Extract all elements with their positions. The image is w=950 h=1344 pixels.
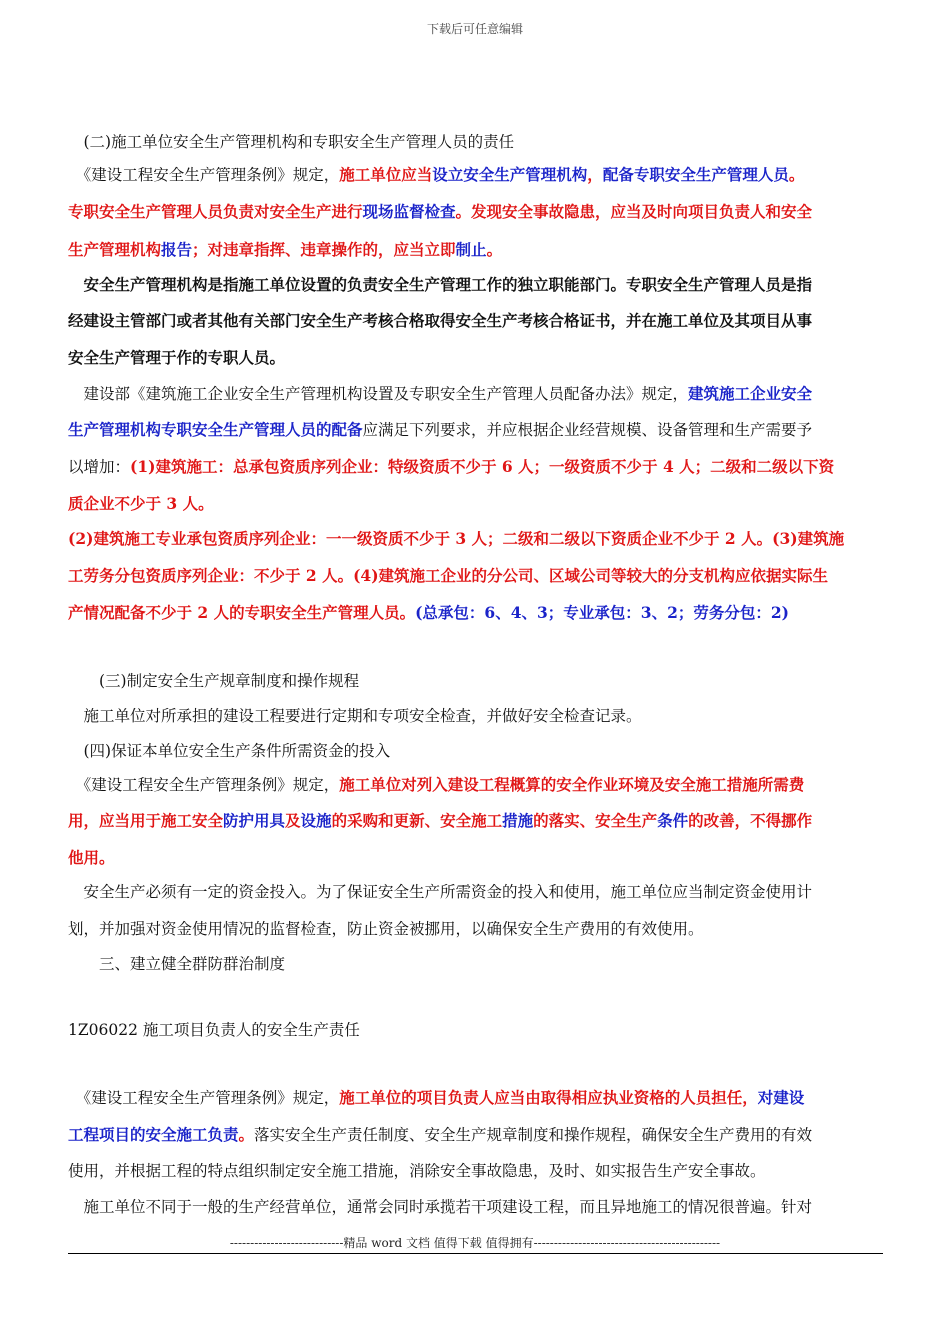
text-segment: (二)施工单位安全生产管理机构和专职安全生产管理人员的责任: [68, 133, 515, 151]
text-line: [68, 1161, 883, 1181]
text-segment: 划，并加强对资金使用情况的监督检查，防止资金被挪用，以确保安全生产费用的有效使用。: [68, 920, 704, 938]
text-segment: ；对违章指挥、违章操作的，应当立即: [192, 240, 456, 259]
text-line: [68, 240, 883, 260]
text-segment: 安全生产必须有一定的资金投入。为了保证安全生产所需资金的投入和使用，施工单位应当制定资金使用计: [68, 883, 813, 901]
text-segment: 落实安全生产责任制度、安全生产规章制度和操作规程，确保安全生产费用的有效: [254, 1126, 813, 1144]
text-segment: 措施: [502, 811, 534, 830]
text-segment: 产情况配备不少于 2 人的专职安全生产管理人员。: [68, 603, 416, 622]
text-line: [68, 494, 883, 514]
text-segment: (三)制定安全生产规章制度和操作规程: [68, 672, 360, 690]
text-segment: 工程项目的安全施工负责: [68, 1125, 239, 1144]
text-segment: 制止: [455, 240, 487, 259]
text-segment: 报告: [161, 240, 193, 259]
text-segment: (四)保证本单位安全生产条件所需资金的投入: [68, 742, 391, 760]
text-line: [68, 348, 883, 368]
text-line: [68, 566, 883, 586]
text-line: [68, 882, 883, 902]
text-segment: 生产管理机构: [68, 240, 162, 259]
page-footer: ----------------------------精品 word 文档 值得下载 值得拥有----------------------------------------------: [229, 1236, 721, 1250]
text-segment: 配备专职安全生产管理人员: [602, 165, 789, 184]
text-segment: 专职安全生产管理人员负责对安全生产进行: [68, 202, 363, 221]
text-segment: 以增加：: [68, 458, 131, 476]
text-line: [68, 529, 883, 549]
text-line: [68, 1125, 883, 1145]
text-segment: ，: [587, 165, 603, 184]
text-line: [68, 384, 883, 404]
text-segment: 的落实、安全生产: [533, 811, 658, 830]
text-segment: 防护用具: [223, 811, 286, 830]
text-segment: 安全生产管理机构是指施工单位设置的负责安全生产管理工作的独立职能部门。专职安全生产管理人员是指: [68, 275, 813, 294]
text-segment: 他用。: [68, 848, 115, 867]
text-segment: 。: [486, 240, 503, 259]
text-segment: (总承包：6、4、3；专业承包：3、2；劳务分包：2): [415, 603, 789, 622]
text-segment: 使用，并根据工程的特点组织制定安全施工措施，消除安全事故隐患，及时、如实报告生产安全事故。: [68, 1162, 766, 1180]
text-segment: 。: [788, 165, 805, 184]
text-segment: 经建设主管部门或者其他有关部门安全生产考核合格取得安全生产考核合格证书，并在施工单位及其项目从事: [68, 311, 813, 330]
text-line: [68, 811, 883, 831]
text-segment: 应满足下列要求，并应根据企业经营规模、设备管理和生产需要予: [362, 421, 813, 439]
text-line: [68, 311, 883, 331]
text-line: [68, 775, 883, 795]
text-segment: 及: [285, 811, 301, 830]
text-segment: 生产管理机构专职安全生产管理人员的配备: [68, 420, 363, 439]
text-line: [68, 202, 883, 222]
text-line: [68, 457, 883, 477]
text-segment: 建设部《建筑施工企业安全生产管理机构设置及专职安全生产管理人员配备办法》规定，: [68, 385, 689, 403]
page-header: 下载后可任意编辑: [426, 22, 523, 36]
text-segment: 条件: [657, 811, 689, 830]
text-line: [68, 603, 883, 623]
text-segment: 《建设工程安全生产管理条例》规定，: [68, 776, 340, 794]
text-segment: 设立安全生产管理机构: [432, 165, 588, 184]
text-segment: 《建设工程安全生产管理条例》规定，: [68, 166, 340, 184]
text-line: [68, 165, 883, 185]
text-line: [68, 848, 883, 868]
text-line: [68, 671, 883, 691]
text-segment: 安全生产管理于作的专职人员。: [68, 348, 286, 367]
text-segment: 的采购和更新、安全施工: [331, 811, 503, 830]
footer-rule: [68, 1253, 883, 1254]
text-segment: 工劳务分包资质序列企业：不少于 2 人。(4)建筑施工企业的分公司、区域公司等较大的分支机构应依据实际生: [68, 566, 829, 585]
text-segment: 的改善，不得挪作: [688, 811, 813, 830]
text-segment: 施工单位的项目负责人应当由取得相应执业资格的人员担任，: [339, 1088, 758, 1107]
text-segment: 现场监督检查: [362, 202, 456, 221]
text-segment: 质企业不少于 3 人。: [68, 494, 214, 513]
text-segment: 。发现安全事故隐患，应当及时向项目负责人和安全: [455, 202, 813, 221]
text-segment: 对建设: [757, 1088, 805, 1107]
text-segment: (1)建筑施工：总承包资质序列企业：特级资质不少于 6 人；一级资质不少于 4 人；二级和二级以下资: [130, 457, 835, 476]
text-line: [68, 1020, 883, 1040]
text-segment: 三、建立健全群防群治制度: [68, 955, 286, 973]
text-segment: 施工单位对列入建设工程概算的安全作业环境及安全施工措施所需费: [339, 775, 805, 794]
text-line: [68, 706, 883, 726]
text-segment: 用，应当用于施工安全: [68, 811, 224, 830]
text-line: [68, 1197, 883, 1217]
text-line: [68, 275, 883, 295]
text-segment: 建筑施工企业安全: [688, 384, 813, 403]
text-segment: 。: [238, 1125, 255, 1144]
text-segment: (2)建筑施工专业承包资质序列企业：一一级资质不少于 3 人；二级和二级以下资质企业不少于 2 人。(3)建筑施: [68, 529, 845, 548]
text-line: [68, 420, 883, 440]
text-line: [68, 919, 883, 939]
text-line: [68, 132, 883, 152]
text-segment: 设施: [300, 811, 332, 830]
text-line: [68, 954, 883, 974]
text-segment: 施工单位不同于一般的生产经营单位，通常会同时承揽若干项建设工程，而且异地施工的情况很普遍。针对: [68, 1198, 813, 1216]
text-line: [68, 741, 883, 761]
text-segment: 施工单位应当: [339, 165, 433, 184]
text-line: [68, 1088, 883, 1108]
text-segment: 1Z06022 施工项目负责人的安全生产责任: [68, 1021, 360, 1039]
text-segment: 《建设工程安全生产管理条例》规定，: [68, 1089, 340, 1107]
text-segment: 施工单位对所承担的建设工程要进行定期和专项安全检查，并做好安全检查记录。: [68, 707, 642, 725]
